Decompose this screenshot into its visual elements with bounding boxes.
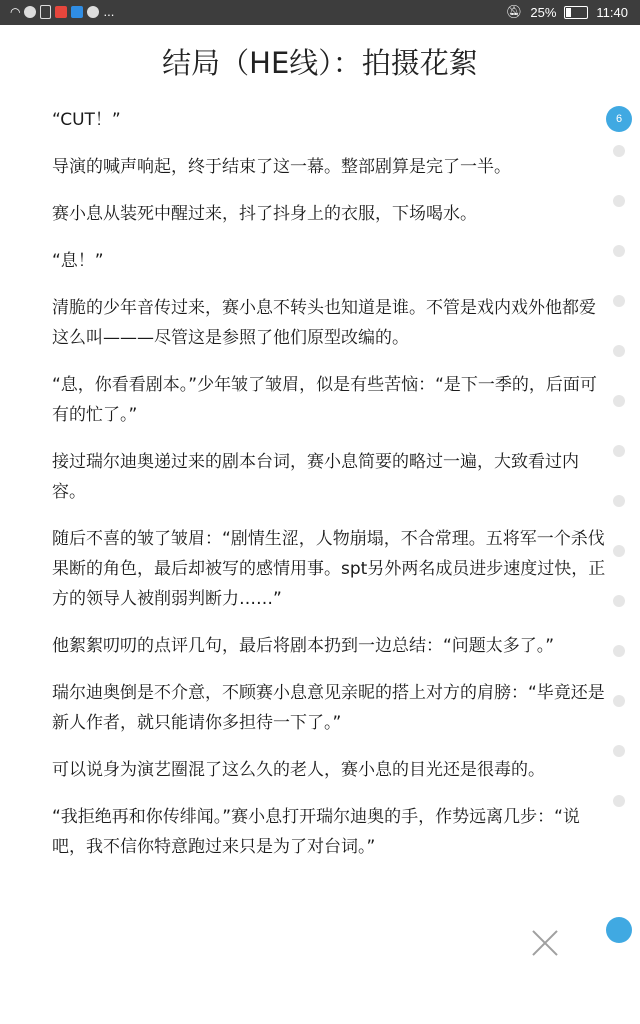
- status-bar: [0, 0, 640, 25]
- page-dot[interactable]: [613, 295, 625, 307]
- more-notifications-icon: ...: [103, 4, 115, 19]
- paragraph: 导演的喊声响起，终于结束了这一幕。整部剧算是完了一半。: [52, 157, 511, 177]
- close-icon[interactable]: [530, 928, 560, 958]
- notification-icons: [10, 4, 114, 19]
- paragraph: 瑞尔迪奥倒是不介意，不顾赛小息意见亲昵的搭上对方的肩膀：“毕竟还是新人作者，就只能请你多担待一下了。”: [52, 683, 605, 733]
- mute-icon: 🔕︎: [505, 4, 523, 19]
- page-dot[interactable]: [613, 145, 625, 157]
- page-dot[interactable]: [613, 545, 625, 557]
- next-page-dot[interactable]: [606, 917, 632, 943]
- page-dot[interactable]: [613, 245, 625, 257]
- battery-icon: [564, 6, 588, 19]
- app-blue-icon: [71, 6, 83, 18]
- page-dot[interactable]: [613, 645, 625, 657]
- paragraph: 随后不喜的皱了皱眉：“剧情生涩，人物崩塌，不合常理。五将军一个杀伐果断的角色，最后却被写的感情用事。spt另外两名成员进步速度过快，正方的领导人被削弱判断力……”: [52, 529, 606, 609]
- page-dot[interactable]: [613, 395, 625, 407]
- chapter-title: 结局（HE线）：拍摄花絮: [162, 46, 478, 80]
- page-dot[interactable]: [613, 695, 625, 707]
- page-dot[interactable]: [613, 495, 625, 507]
- chapter-content: [52, 105, 608, 879]
- qq-icon: [24, 6, 36, 18]
- app-red-icon: [55, 6, 67, 18]
- paragraph: “CUT！”: [52, 110, 121, 130]
- page-dot[interactable]: [613, 595, 625, 607]
- paragraph: 可以说身为演艺圈混了这么久的老人，赛小息的目光还是很毒的。: [52, 760, 545, 780]
- current-page-dot[interactable]: 6: [606, 106, 632, 132]
- clipboard-icon: [40, 5, 51, 19]
- app-round-icon: [87, 6, 99, 18]
- paragraph: 清脆的少年音传过来，赛小息不转头也知道是谁。不管是戏内戏外他都爱这么叫———尽管这是参照了他们原型改编的。: [52, 298, 596, 348]
- reader-page[interactable]: [0, 25, 640, 925]
- page-dot[interactable]: [613, 345, 625, 357]
- paragraph: “息！”: [52, 251, 104, 271]
- wifi-icon: ◠: [10, 4, 21, 19]
- clock: 11:40: [596, 4, 628, 20]
- battery-percent: 25%: [530, 4, 557, 20]
- page-dot[interactable]: [613, 745, 625, 757]
- page-dot[interactable]: [613, 795, 625, 807]
- paragraph: 赛小息从装死中醒过来，抖了抖身上的衣服，下场喝水。: [52, 204, 477, 224]
- paragraph: 他絮絮叨叨的点评几句，最后将剧本扔到一边总结：“问题太多了。”: [52, 636, 555, 656]
- page-dot[interactable]: [613, 195, 625, 207]
- paragraph: “息，你看看剧本。”少年皱了皱眉，似是有些苦恼：“是下一季的，后面可有的忙了。”: [52, 375, 597, 425]
- page-dot[interactable]: [613, 445, 625, 457]
- status-right: [506, 4, 628, 20]
- paragraph: “我拒绝再和你传绯闻。”赛小息打开瑞尔迪奥的手，作势远离几步：“说吧，我不信你特意跑过来只是为了对台词。”: [52, 807, 580, 857]
- paragraph: 接过瑞尔迪奥递过来的剧本台词，赛小息简要的略过一遍，大致看过内容。: [52, 452, 579, 502]
